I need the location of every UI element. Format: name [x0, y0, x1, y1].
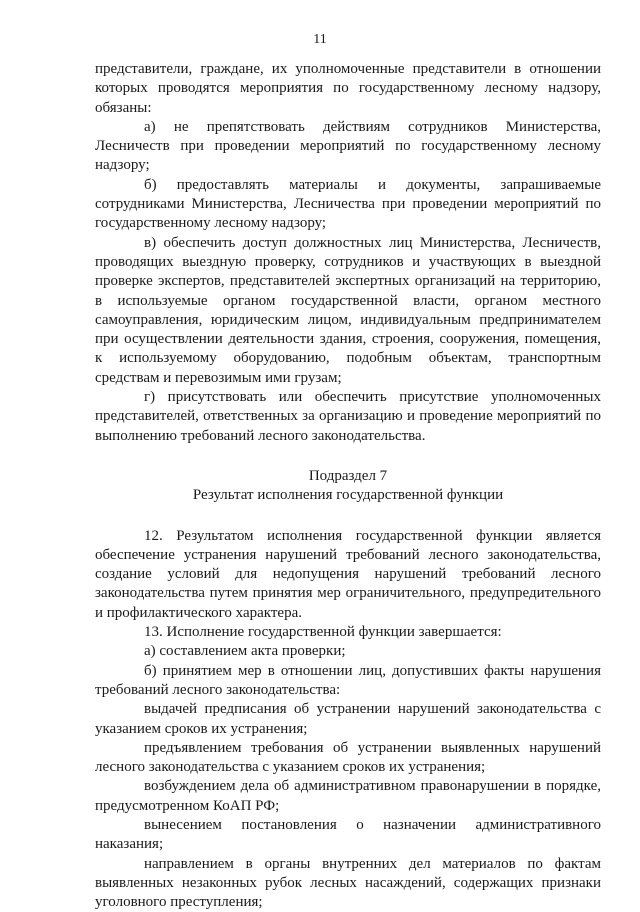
paragraph: б) принятием мер в отношении лиц, допустивших факты нарушения требований лесного законодательства: [95, 662, 601, 698]
paragraph: б) предоставлять материалы и документы, запрашиваемые сотрудниками Министерства, Лесничества при проведении мероприятий по государственному лесному надзору; [95, 176, 601, 232]
paragraph: выдачей предписания об устранении нарушений законодательства с указанием сроков их устранения; [95, 701, 601, 737]
paragraph: 12. Результатом исполнения государственной функции является обеспечение устранения нарушений требований лесного законодательства, создание условий для недопущения нарушений требований лесного законодательства путем принятия мер ограничительного, предупредительного и профилактического характера. [95, 527, 601, 621]
paragraph: в) обеспечить доступ должностных лиц Министерства, Лесничеств, проводящих выездную проверку, сотрудников и участвующих в выездной проверке экспертов, представителей экспертных организаций на территорию, в используемые органом государственной власти, органом местного самоуправления, юридическим лицом, индивидуальным предпринимателем при осуществлении деятельности здания, строения, сооружения, помещения, к используемому оборудованию, подобным объектам, транспортным средствам и перевозимым ими грузам; [95, 234, 601, 386]
paragraph: а) составлением акта проверки; [144, 643, 346, 660]
paragraph: возбуждением дела об административном правонарушении в порядке, предусмотренном КоАП РФ; [95, 778, 601, 814]
paragraph: г) присутствовать или обеспечить присутствие уполномоченных представителей, ответственных за организацию и проведение мероприятий по выполнению требований лесного законодательства. [95, 389, 601, 444]
document-body [95, 60, 601, 912]
paragraph: предъявлением требования об устранении выявленных нарушений лесного законодательства с указанием сроков их устранения; [95, 739, 601, 776]
paragraph: представители, граждане, их уполномоченные представители в отношении которых проводятся мероприятия по государственному лесному надзору, обязаны: [95, 61, 601, 116]
paragraph: 13. Исполнение государственной функции завершается: [144, 624, 502, 641]
page-number: 11 [313, 32, 327, 47]
subsection-heading: Результат исполнения государственной функции [192, 487, 504, 504]
paragraph: направлением в органы внутренних дел материалов по фактам выявленных незаконных рубок лесных насаждений, содержащих признаки уголовного преступления; [95, 855, 601, 911]
paragraph: а) не препятствовать действиям сотрудников Министерства, Лесничеств при проведении мероприятий по государственному лесному надзору; [95, 118, 601, 174]
subsection-title: Подраздел 7 [308, 467, 388, 484]
paragraph: вынесением постановления о назначении административного наказания; [95, 816, 601, 853]
